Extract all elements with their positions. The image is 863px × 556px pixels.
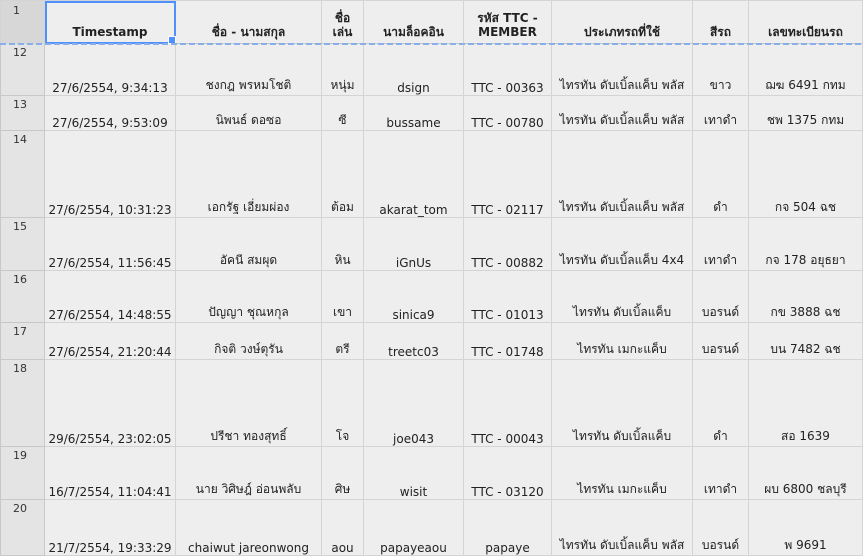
cell-cartype[interactable]: ไทรทัน เมกะแค็บ — [552, 447, 693, 500]
cell-nickname[interactable]: aou — [322, 500, 364, 556]
cell-timestamp[interactable]: 27/6/2554, 14:48:55 — [45, 271, 176, 323]
cell-nickname[interactable]: ซี — [322, 96, 364, 131]
row-number[interactable]: 16 — [1, 271, 45, 323]
header-member[interactable]: รหัส TTC - MEMBER — [464, 1, 552, 44]
cell-login[interactable]: treetc03 — [364, 323, 464, 360]
cell-member[interactable]: TTC - 03120 — [464, 447, 552, 500]
row-number[interactable]: 20 — [1, 500, 45, 556]
cell-member[interactable]: papaye — [464, 500, 552, 556]
cell-nickname[interactable]: ต้อม — [322, 131, 364, 218]
cell-nickname[interactable]: หนุ่ม — [322, 44, 364, 96]
header-row — [1, 1, 863, 44]
cell-fullname[interactable]: ปัญญา ชุณหกุล — [176, 271, 322, 323]
cell-cartype[interactable]: ไทรทัน ดับเบิ้ลแค็บ 4x4 — [552, 218, 693, 271]
cell-fullname[interactable]: ปรีชา ทองสุทธิ์ — [176, 360, 322, 447]
cell-plate[interactable]: กจ 504 ฉช — [749, 131, 863, 218]
cell-nickname[interactable]: หิน — [322, 218, 364, 271]
cell-plate[interactable]: กจ 178 อยุธยา — [749, 218, 863, 271]
cell-color[interactable]: ดำ — [693, 360, 749, 447]
cell-timestamp[interactable]: 27/6/2554, 10:31:23 — [45, 131, 176, 218]
table-row — [1, 323, 863, 360]
header-plate[interactable]: เลขทะเบียนรถ — [749, 1, 863, 44]
cell-timestamp[interactable]: 29/6/2554, 23:02:05 — [45, 360, 176, 447]
cell-fullname[interactable]: ชงกฎ พรหมโชติ — [176, 44, 322, 96]
cell-plate[interactable]: ผบ 6800 ชลบุรี — [749, 447, 863, 500]
cell-cartype[interactable]: ไทรทัน ดับเบิ้ลแค็บ พลัส — [552, 44, 693, 96]
cell-cartype[interactable]: ไทรทัน ดับเบิ้ลแค็บ — [552, 360, 693, 447]
cell-color[interactable]: ดำ — [693, 131, 749, 218]
cell-color[interactable]: บอรนด์ — [693, 271, 749, 323]
cell-color[interactable]: เทาดำ — [693, 447, 749, 500]
cell-fullname[interactable]: เอกรัฐ เอี่ยมผ่อง — [176, 131, 322, 218]
cell-member[interactable]: TTC - 00780 — [464, 96, 552, 131]
row-number[interactable]: 15 — [1, 218, 45, 271]
cell-color[interactable]: เทาดำ — [693, 96, 749, 131]
cell-timestamp[interactable]: 27/6/2554, 11:56:45 — [45, 218, 176, 271]
header-login[interactable]: นามล็อคอิน — [364, 1, 464, 44]
row-header-1[interactable]: 1 — [1, 1, 45, 44]
cell-cartype[interactable]: ไทรทัน ดับเบิ้ลแค็บ พลัส — [552, 500, 693, 556]
header-divider — [0, 43, 862, 45]
cell-color[interactable]: บอรนด์ — [693, 323, 749, 360]
cell-login[interactable]: bussame — [364, 96, 464, 131]
cell-timestamp[interactable]: 16/7/2554, 11:04:41 — [45, 447, 176, 500]
cell-plate[interactable]: สอ 1639 — [749, 360, 863, 447]
cell-nickname[interactable]: เขา — [322, 271, 364, 323]
cell-fullname[interactable]: อัคนี สมผุด — [176, 218, 322, 271]
cell-member[interactable]: TTC - 00043 — [464, 360, 552, 447]
cell-timestamp[interactable]: 27/6/2554, 21:20:44 — [45, 323, 176, 360]
cell-timestamp[interactable]: 27/6/2554, 9:34:13 — [45, 44, 176, 96]
header-cartype[interactable]: ประเภทรถที่ใช้ — [552, 1, 693, 44]
cell-nickname[interactable]: ศิษ — [322, 447, 364, 500]
row-number[interactable]: 19 — [1, 447, 45, 500]
table-row — [1, 44, 863, 96]
table-row — [1, 500, 863, 556]
cell-login[interactable]: joe043 — [364, 360, 464, 447]
cell-plate[interactable]: บน 7482 ฉช — [749, 323, 863, 360]
header-timestamp-label: Timestamp — [72, 25, 148, 39]
header-timestamp[interactable] — [45, 1, 176, 44]
cell-fullname[interactable]: นิพนธ์ ดอซอ — [176, 96, 322, 131]
cell-fullname[interactable]: chaiwut jareonwong — [176, 500, 322, 556]
cell-nickname[interactable]: ตรี — [322, 323, 364, 360]
cell-login[interactable]: dsign — [364, 44, 464, 96]
cell-login[interactable]: wisit — [364, 447, 464, 500]
cell-member[interactable]: TTC - 01013 — [464, 271, 552, 323]
table-body — [1, 44, 863, 556]
cell-member[interactable]: TTC - 00882 — [464, 218, 552, 271]
cell-timestamp[interactable]: 27/6/2554, 9:53:09 — [45, 96, 176, 131]
cell-color[interactable]: ขาว — [693, 44, 749, 96]
cell-plate[interactable]: ฌฆ 6491 กทม — [749, 44, 863, 96]
cell-member[interactable]: TTC - 02117 — [464, 131, 552, 218]
row-number[interactable]: 13 — [1, 96, 45, 131]
cell-plate[interactable]: ชพ 1375 กทม — [749, 96, 863, 131]
table-row — [1, 447, 863, 500]
table-row — [1, 96, 863, 131]
row-number[interactable]: 17 — [1, 323, 45, 360]
cell-fullname[interactable]: นาย วิศิษฎ์ อ่อนพลับ — [176, 447, 322, 500]
cell-timestamp[interactable]: 21/7/2554, 19:33:29 — [45, 500, 176, 556]
header-fullname[interactable]: ชื่อ - นามสกุล — [176, 1, 322, 44]
cell-fullname[interactable]: กิจติ วงษ์ตุรัน — [176, 323, 322, 360]
cell-cartype[interactable]: ไทรทัน ดับเบิ้ลแค็บ พลัส — [552, 96, 693, 131]
cell-member[interactable]: TTC - 00363 — [464, 44, 552, 96]
cell-nickname[interactable]: โจ — [322, 360, 364, 447]
table-row — [1, 360, 863, 447]
header-nickname[interactable]: ชื่อ เล่น — [322, 1, 364, 44]
cell-plate[interactable]: กข 3888 ฉช — [749, 271, 863, 323]
table-row — [1, 271, 863, 323]
table-row — [1, 131, 863, 218]
cell-login[interactable]: sinica9 — [364, 271, 464, 323]
cell-color[interactable]: บอรนด์ — [693, 500, 749, 556]
header-color[interactable]: สีรถ — [693, 1, 749, 44]
cell-login[interactable]: papayeaou — [364, 500, 464, 556]
row-number[interactable]: 14 — [1, 131, 45, 218]
row-number[interactable]: 12 — [1, 44, 45, 96]
row-number[interactable]: 18 — [1, 360, 45, 447]
cell-cartype[interactable]: ไทรทัน เมกะแค็บ — [552, 323, 693, 360]
cell-cartype[interactable]: ไทรทัน ดับเบิ้ลแค็บ — [552, 271, 693, 323]
cell-member[interactable]: TTC - 01748 — [464, 323, 552, 360]
cell-login[interactable]: iGnUs — [364, 218, 464, 271]
cell-cartype[interactable]: ไทรทัน ดับเบิ้ลแค็บ พลัส — [552, 131, 693, 218]
table-row — [1, 218, 863, 271]
cell-login[interactable]: akarat_tom — [364, 131, 464, 218]
cell-plate[interactable]: พ 9691 — [749, 500, 863, 556]
cell-color[interactable]: เทาดำ — [693, 218, 749, 271]
